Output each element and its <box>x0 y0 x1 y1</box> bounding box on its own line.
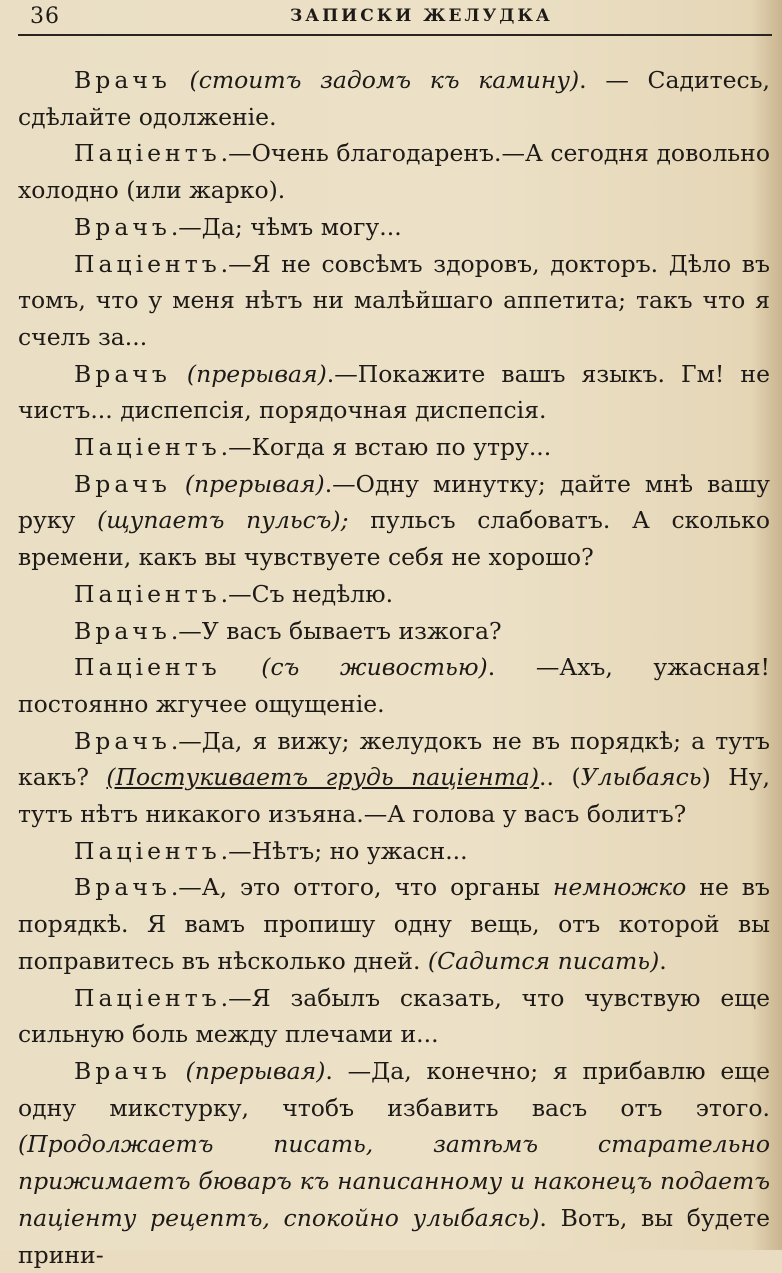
paragraph <box>18 869 770 979</box>
speaker-name: Врачъ <box>74 873 171 902</box>
speaker-name: Врачъ <box>74 1056 171 1085</box>
paragraph <box>18 466 770 576</box>
speaker-name: Паціентъ <box>74 139 221 168</box>
speaker-name: Врачъ <box>74 212 171 241</box>
speaker-name: Паціентъ <box>74 983 221 1012</box>
paragraph <box>18 723 770 833</box>
paragraph <box>18 209 770 246</box>
stage-direction: (съ живостью) <box>220 653 488 682</box>
paragraph <box>18 980 770 1053</box>
speaker-name: Врачъ <box>74 359 171 388</box>
stage-direction: (Продолжаетъ писать, затѣмъ старательно прижимаетъ бювaръ къ написанному и наконецъ подаетъ паціенту рецептъ, спокойно улыбаясь) <box>18 1130 770 1232</box>
paragraph-text: . Вотъ, вы будете прини- <box>18 1203 770 1269</box>
stage-direction: (прерывая) <box>170 359 327 388</box>
speaker-name: Паціентъ <box>74 249 221 278</box>
speaker-name: Врачъ <box>74 726 171 755</box>
speaker-name: Врачъ <box>74 469 171 498</box>
paragraph-text: . —Ахъ, ужасная! постоянно жгучее ощущеніе. <box>18 653 770 718</box>
paragraph <box>18 356 770 429</box>
stage-direction: (прерывая) <box>170 1056 326 1085</box>
speaker-name: Паціентъ <box>74 579 221 608</box>
paragraph <box>18 62 770 135</box>
running-head: ЗАПИСКИ ЖЕЛУДКА <box>290 6 553 26</box>
paragraph-text: не въ порядкѣ. Я вамъ пропишу одну вещь, отъ которой вы поправитесь въ нѣсколько дней. <box>18 873 770 975</box>
paragraph <box>18 833 770 870</box>
speaker-name: Паціентъ <box>74 433 221 462</box>
paragraph-text: . <box>659 946 667 975</box>
page-header <box>18 2 768 32</box>
paragraph-text: .—Покажите вашъ языкъ. Гм! не чистъ... диспепсія, порядочная диспепсія. <box>18 359 770 425</box>
page-number: 36 <box>30 4 60 29</box>
speaker-name: Паціентъ <box>74 653 221 682</box>
paragraph-text: .—Одну минутку; дайте мнѣ вашу руку <box>18 469 770 535</box>
stage-direction: Улыбаясь <box>580 763 702 792</box>
paragraph <box>18 576 770 613</box>
paragraph <box>18 1053 770 1273</box>
paragraph-text: .—Да, я вижу; желудокъ не въ порядкѣ; а тутъ какъ? <box>18 726 770 792</box>
stage-direction: (Постукиваетъ грудь паціента) <box>106 763 540 792</box>
paragraph-text: .—Когда я встаю по утру... <box>220 433 552 462</box>
stage-direction: немножко <box>552 873 687 902</box>
paragraph-text: пульсъ слабоватъ. А сколько времени, какъ вы чувствуете себя не хорошо? <box>18 506 771 572</box>
speaker-name: Паціентъ <box>74 836 221 865</box>
paragraph <box>18 649 770 722</box>
paragraph <box>18 429 770 466</box>
paragraph-text: . —Да, конечно; я прибавлю еще одну микстурку, чтобъ избавить васъ отъ этого. <box>18 1056 770 1122</box>
stage-direction: (прерывая) <box>170 469 325 498</box>
paragraph <box>18 246 770 356</box>
paragraph-text: .—У васъ бываетъ изжога? <box>170 616 502 645</box>
stage-direction: (щупаетъ пульсъ); <box>97 506 349 535</box>
paragraph <box>18 135 770 208</box>
speaker-name: Врачъ <box>74 66 171 94</box>
paragraph-text: .—Нѣтъ; но ужасн... <box>220 836 468 865</box>
paragraph-text: .—А, это оттого, что органы <box>170 873 553 902</box>
paragraph-text: .—Да; чѣмъ могу... <box>170 212 402 241</box>
paragraph <box>18 613 770 650</box>
paragraph-text: .—Я забылъ сказать, что чувствую еще сильную боль между плечами и... <box>18 983 770 1049</box>
paragraph-text: .—Я не совсѣмъ здоровъ, докторъ. Дѣло въ томъ, что у меня нѣтъ ни малѣйшаго аппетита; такъ что я счелъ за... <box>18 249 770 351</box>
paragraph-text: .—Съ недѣлю. <box>220 579 394 608</box>
dialogue-text <box>18 62 770 1273</box>
paragraph-text: ) Ну, тутъ нѣтъ никакого изъяна.—А голова у васъ болитъ? <box>18 763 770 829</box>
paragraph-text: .—Очень благодаренъ.—А сегодня довольно холодно (или жарко). <box>18 139 770 205</box>
header-rule <box>18 34 772 36</box>
paragraph-text: . — Садитесь, сдѣлайте одолженіе. <box>18 66 770 131</box>
stage-direction: (стоитъ задомъ къ камину) <box>170 66 580 94</box>
stage-direction: (Садится писать) <box>427 946 660 975</box>
speaker-name: Врачъ <box>74 616 171 645</box>
paragraph-text: .. ( <box>539 763 581 792</box>
